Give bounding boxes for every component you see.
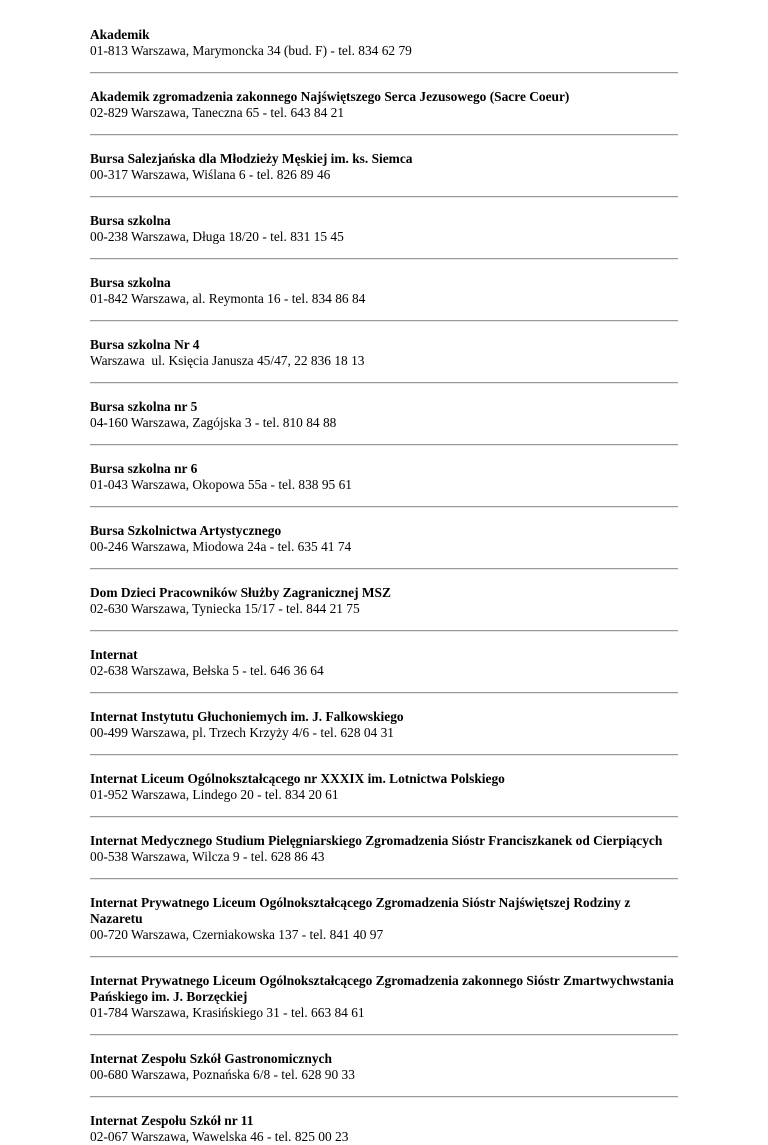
divider	[90, 382, 678, 384]
divider	[90, 196, 678, 198]
entry-address: 02-067 Warszawa, Wawelska 46 - tel. 825 00 23	[90, 1129, 349, 1144]
entry-name: Bursa Salezjańska dla Młodzieży Męskiej im. ks. Siemca	[90, 151, 413, 166]
list-item	[90, 833, 678, 865]
list-item	[90, 399, 678, 431]
entry-address: 00-680 Warszawa, Poznańska 6/8 - tel. 628 90 33	[90, 1067, 355, 1082]
list-item	[90, 89, 678, 121]
divider	[90, 1034, 678, 1036]
divider	[90, 816, 678, 818]
list-item	[90, 151, 678, 183]
entry-name: Bursa szkolna nr 6	[90, 461, 198, 476]
entry-address: 00-238 Warszawa, Długa 18/20 - tel. 831 15 45	[90, 229, 344, 244]
divider	[90, 258, 678, 260]
divider	[90, 134, 678, 136]
entry-name: Bursa Szkolnictwa Artystycznego	[90, 523, 282, 538]
list-item	[90, 523, 678, 555]
list-item	[90, 275, 678, 307]
divider	[90, 72, 678, 74]
entry-address: 00-538 Warszawa, Wilcza 9 - tel. 628 86 43	[90, 849, 325, 864]
list-item	[90, 771, 678, 803]
entry-name: Internat	[90, 647, 138, 662]
entry-address: 02-638 Warszawa, Bełska 5 - tel. 646 36 64	[90, 663, 324, 678]
list-item	[90, 895, 678, 943]
divider	[90, 506, 678, 508]
entry-name: Dom Dzieci Pracowników Służby Zagranicznej MSZ	[90, 585, 391, 600]
entry-name: Internat Liceum Ogólnokształcącego nr XXXIX im. Lotnictwa Polskiego	[90, 771, 505, 786]
entry-address: 01-784 Warszawa, Krasińskiego 31 - tel. 663 84 61	[90, 1005, 365, 1020]
entry-name: Bursa szkolna Nr 4	[90, 337, 200, 352]
divider	[90, 444, 678, 446]
entry-address: 01-952 Warszawa, Lindego 20 - tel. 834 20 61	[90, 787, 339, 802]
entry-name: Akademik	[90, 27, 150, 42]
entry-address: 00-317 Warszawa, Wiślana 6 - tel. 826 89 46	[90, 167, 331, 182]
list-item	[90, 213, 678, 245]
entry-name: Internat Prywatnego Liceum Ogólnokształcącego Zgromadzenia Sióstr Najświętszej Rodziny z Nazaretu	[90, 895, 631, 926]
list-item	[90, 1051, 678, 1083]
list-item	[90, 27, 678, 59]
entry-address: Warszawa ul. Księcia Janusza 45/47, 22 836 18 13	[90, 353, 365, 368]
entry-address: 02-829 Warszawa, Taneczna 65 - tel. 643 84 21	[90, 105, 345, 120]
entry-name: Bursa szkolna nr 5	[90, 399, 198, 414]
entry-address: 01-842 Warszawa, al. Reymonta 16 - tel. 834 86 84	[90, 291, 366, 306]
entry-name: Internat Prywatnego Liceum Ogólnokształcącego Zgromadzenia zakonnego Sióstr Zmartwychwstania Pańskiego im. J. Borzęckiej	[90, 973, 674, 1004]
divider	[90, 956, 678, 958]
entry-name: Bursa szkolna	[90, 275, 171, 290]
divider	[90, 878, 678, 880]
entry-address: 00-720 Warszawa, Czerniakowska 137 - tel. 841 40 97	[90, 927, 384, 942]
divider	[90, 568, 678, 570]
list-item	[90, 973, 678, 1021]
entry-name: Internat Medycznego Studium Pielęgniarskiego Zgromadzenia Sióstr Franciszkanek od Cierpiących	[90, 833, 663, 848]
entry-address: 01-813 Warszawa, Marymoncka 34 (bud. F) - tel. 834 62 79	[90, 43, 412, 58]
list-item	[90, 585, 678, 617]
entry-address: 00-499 Warszawa, pl. Trzech Krzyży 4/6 - tel. 628 04 31	[90, 725, 394, 740]
entry-name: Internat Instytutu Głuchoniemych im. J. Falkowskiego	[90, 709, 404, 724]
entry-address: 00-246 Warszawa, Miodowa 24a - tel. 635 41 74	[90, 539, 352, 554]
list-item	[90, 647, 678, 679]
divider	[90, 320, 678, 322]
entry-name: Internat Zespołu Szkół Gastronomicznych	[90, 1051, 332, 1066]
entry-address: 02-630 Warszawa, Tyniecka 15/17 - tel. 844 21 75	[90, 601, 360, 616]
directory-list	[90, 27, 678, 1145]
list-item	[90, 709, 678, 741]
entry-name: Bursa szkolna	[90, 213, 171, 228]
list-item	[90, 1113, 678, 1145]
entry-name: Internat Zespołu Szkół nr 11	[90, 1113, 254, 1128]
list-item	[90, 461, 678, 493]
entry-name: Akademik zgromadzenia zakonnego Najświętszego Serca Jezusowego (Sacre Coeur)	[90, 89, 570, 104]
entry-address: 04-160 Warszawa, Zagójska 3 - tel. 810 84 88	[90, 415, 337, 430]
divider	[90, 754, 678, 756]
list-item	[90, 337, 678, 369]
divider	[90, 630, 678, 632]
divider	[90, 692, 678, 694]
divider	[90, 1096, 678, 1098]
entry-address: 01-043 Warszawa, Okopowa 55a - tel. 838 95 61	[90, 477, 352, 492]
